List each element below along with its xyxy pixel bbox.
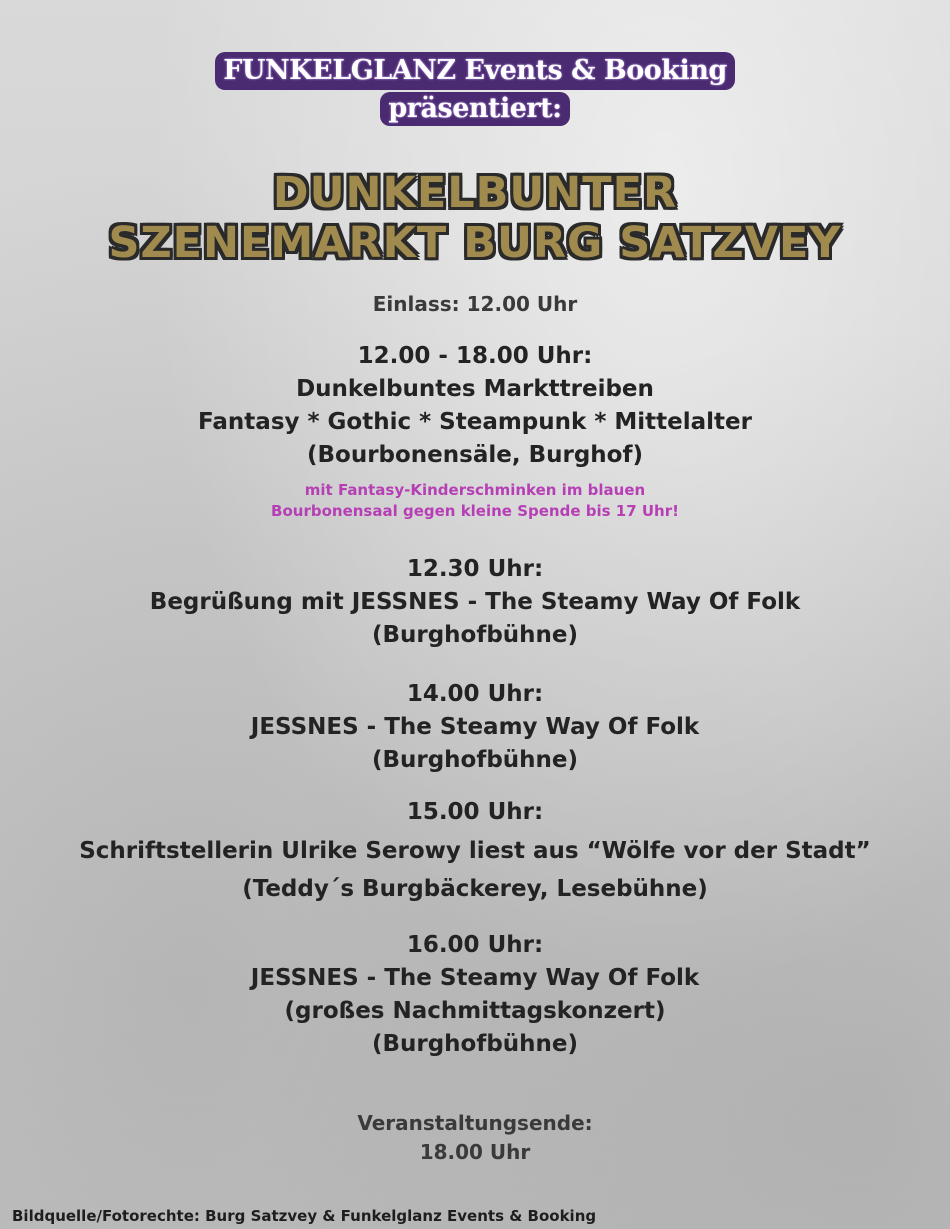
market-note (0, 480, 950, 522)
event-3-time: 15.00 Uhr: (406, 799, 544, 825)
market-note-line-1: mit Fantasy-Kinderschminken im blauen (304, 481, 646, 499)
event-4-subline: (großes Nachmittagskonzert) (284, 998, 666, 1024)
event-1-location: (Burghofbühne) (371, 622, 579, 648)
event-title (0, 168, 950, 268)
market-line-1: Dunkelbuntes Markttreiben (296, 376, 654, 402)
event-block-2 (0, 678, 950, 777)
market-time: 12.00 - 18.00 Uhr: (357, 343, 593, 369)
event-2-time: 14.00 Uhr: (406, 681, 544, 707)
event-2-line: JESSNES - The Steamy Way Of Folk (250, 714, 700, 740)
event-3-line: Schriftstellerin Ulrike Serowy liest aus “Wölfe vor der Stadt” (79, 838, 871, 864)
event-block-3 (0, 796, 950, 907)
event-1-time: 12.30 Uhr: (406, 556, 544, 582)
event-block-1 (0, 553, 950, 652)
event-block-4 (0, 929, 950, 1061)
market-block (0, 340, 950, 472)
market-line-2: Fantasy * Gothic * Steampunk * Mittelalter (198, 409, 752, 435)
market-location: (Bourbonensäle, Burghof) (306, 442, 643, 468)
event-4-time: 16.00 Uhr: (406, 932, 544, 958)
presenter-name: FUNKELGLANZ Events & Booking (215, 52, 734, 90)
end-block (0, 1109, 950, 1167)
end-label: Veranstaltungsende: (357, 1111, 593, 1135)
title-line-2: SZENEMARKT BURG SATZVEY (108, 218, 842, 268)
presenter-block (0, 52, 950, 126)
event-3-location: (Teddy´s Burgbäckerey, Lesebühne) (242, 876, 708, 902)
market-note-line-2: Bourbonensaal gegen kleine Spende bis 17 Uhr! (271, 502, 679, 520)
event-2-location: (Burghofbühne) (371, 747, 579, 773)
presenter-subline: präsentiert: (380, 92, 569, 126)
event-4-location: (Burghofbühne) (371, 1031, 579, 1057)
einlass-text: Einlass: 12.00 Uhr (372, 292, 578, 316)
end-time: 18.00 Uhr (419, 1140, 531, 1164)
event-4-line: JESSNES - The Steamy Way Of Folk (250, 965, 700, 991)
title-line-1: DUNKELBUNTER (272, 168, 678, 218)
event-1-line: Begrüßung mit JESSNES - The Steamy Way Of Folk (149, 589, 801, 615)
photo-credit: Bildquelle/Fotorechte: Burg Satzvey & Funkelglanz Events & Booking (12, 1207, 597, 1225)
